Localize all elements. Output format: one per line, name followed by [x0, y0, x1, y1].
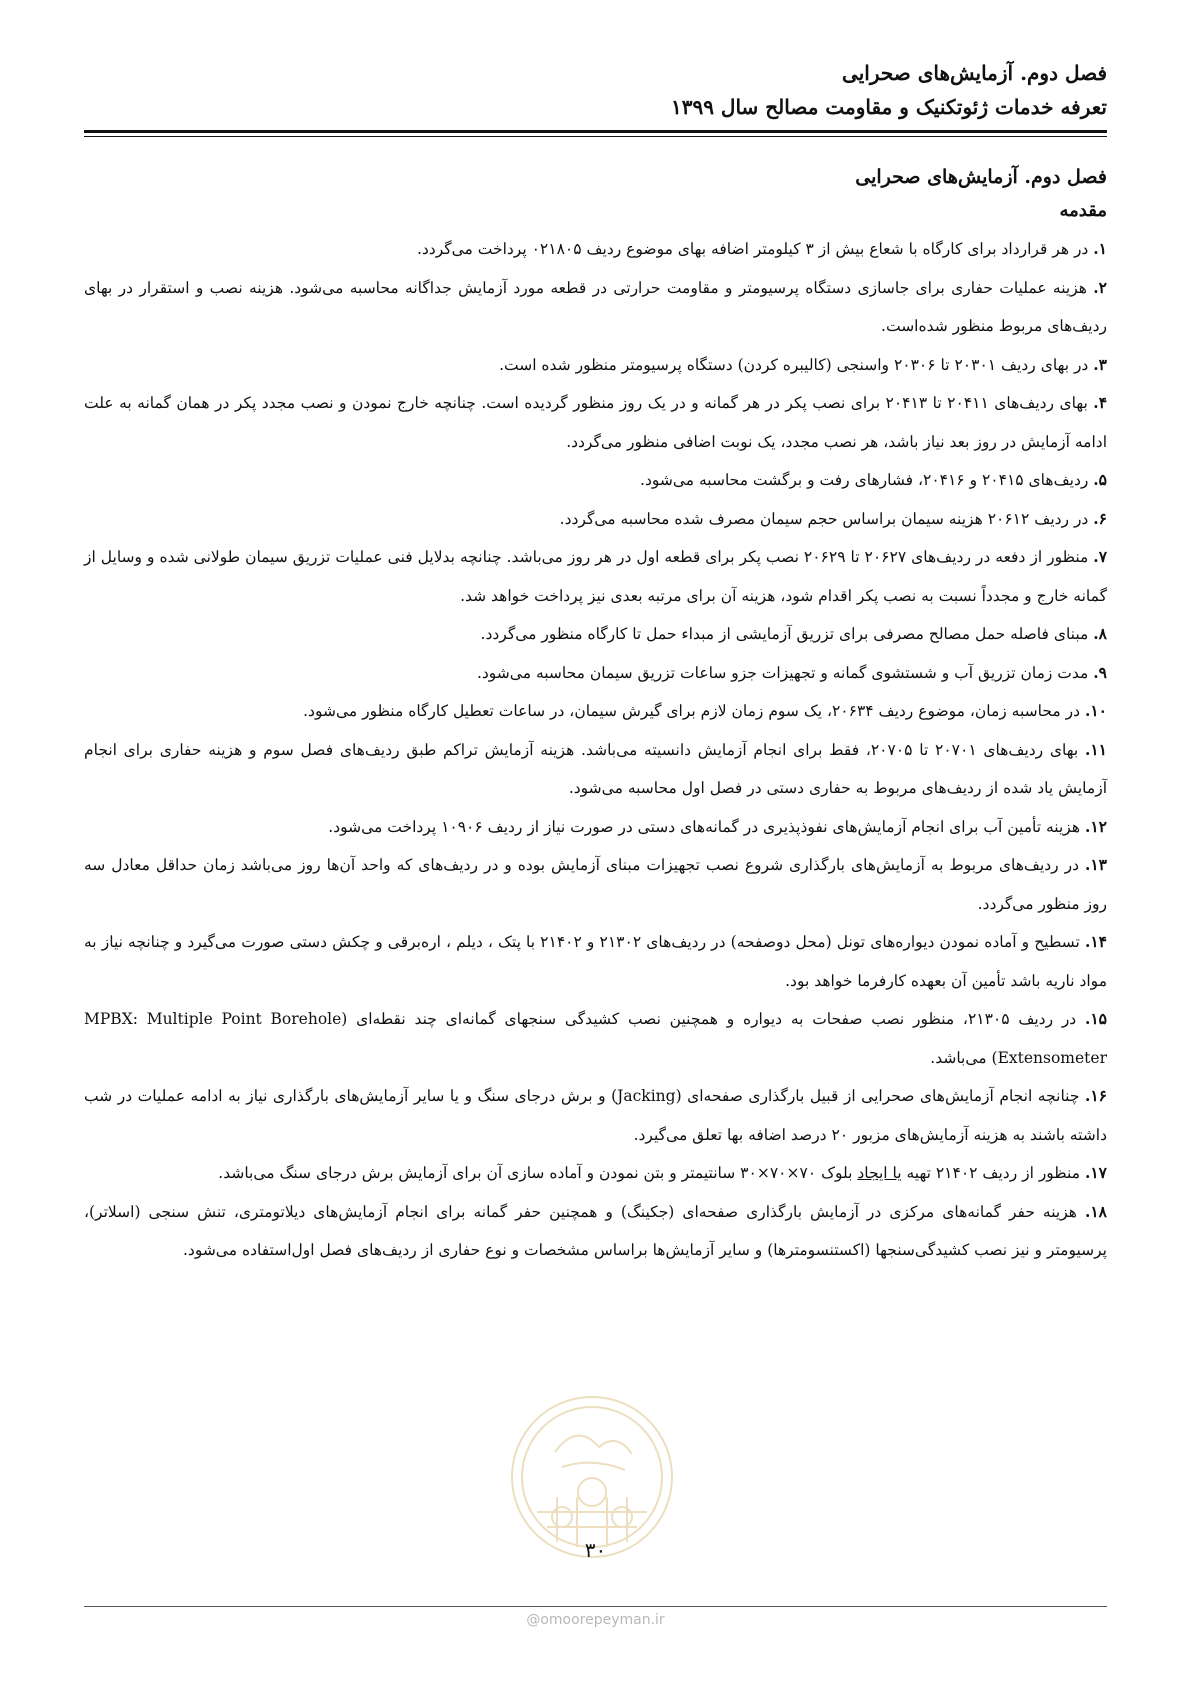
page-number: ۳۰	[584, 1538, 607, 1562]
item-text: هزینه عملیات حفاری برای جاسازی دستگاه پرسیومتر و مقاومت حرارتی در قطعه مورد آزمایش جداگانه محاسبه می‌شود. هزینه نصب و استقرار در بهای ردیف‌های مربوط منظور شده‌است.	[84, 278, 1107, 335]
list-item	[84, 346, 1107, 385]
header-rule-thin	[84, 136, 1107, 137]
section-title: مقدمه	[1059, 200, 1107, 221]
header-document-title: تعرفه خدمات ژئوتکنیک و مقاومت مصالح سال ۱۳۹۹	[670, 95, 1107, 119]
item-number: ۳.	[1093, 354, 1107, 374]
list-item	[84, 538, 1107, 615]
list-item	[84, 500, 1107, 539]
header-rule-thick	[84, 130, 1107, 133]
item-text: بلوک ۷۰×۷۰×۳۰ سانتیمتر و بتن نمودن و آماده سازی آن برای آزمایش برش درجای سنگ می‌باشد.	[218, 1164, 858, 1182]
item-number: ۱۰.	[1084, 701, 1107, 720]
item-text: منظور از دفعه در ردیف‌های ۲۰۶۲۷ تا ۲۰۶۲۹ نصب پکر برای قطعه اول در هر روز می‌باشد. چنانچه بدلایل فنی عملیات تزریق سیمان طولانی شده و وسایل از گمانه خارج و مجدداً نسبت به نصب پکر اقدام شود، هزینه آن برای مرتبه بعدی نیز پرداخت خواهد شد.	[84, 548, 1107, 605]
list-item	[84, 615, 1107, 654]
item-text: در محاسبه زمان، موضوع ردیف ۲۰۶۳۴، یک سوم زمان لازم برای گیرش سیمان، در ساعات تعطیل کارگاه منظور می‌شود.	[303, 702, 1085, 720]
chapter-title: فصل دوم. آزمایش‌های صحرایی	[855, 166, 1107, 188]
item-number: ۱.	[1093, 239, 1107, 258]
list-item	[84, 808, 1107, 847]
item-text: بهای ردیف‌های ۲۰۷۰۱ تا ۲۰۷۰۵، فقط برای انجام آزمایش دانسیته می‌باشد. هزینه آزمایش تراکم طبق ردیف‌های فصل سوم و هزینه حفاری برای انجام آزمایش یاد شده از ردیف‌های مربوط به حفاری دستی در فصل اول محاسبه می‌شود.	[84, 740, 1107, 797]
item-number: ۱۳.	[1084, 855, 1107, 874]
list-item	[84, 692, 1107, 731]
footer-website: @omoorepeyman.ir	[526, 1612, 665, 1628]
item-text: منظور از ردیف ۲۱۴۰۲ تهیه	[901, 1164, 1085, 1182]
item-text: بهای ردیف‌های ۲۰۴۱۱ تا ۲۰۴۱۳ برای نصب پکر در هر گمانه و در یک روز منظور گردیده است. چنانچه خارج نمودن و نصب مجدد پکر در همان گمانه به علت ادامه آزمایش در روز بعد نیاز باشد، هر نصب مجدد، یک نوبت اضافی منظور می‌گردد.	[84, 394, 1107, 451]
list-item	[84, 731, 1107, 808]
item-number: ۱۸.	[1084, 1201, 1107, 1221]
list-item	[84, 1077, 1107, 1154]
item-text: هزینه حفر گمانه‌های مرکزی در آزمایش بارگذاری صفحه‌ای (جکینگ) و همچنین حفر گمانه برای انجام آزمایش‌های دیلاتومتری، تنش سنجی (اسلاتر)، پرسیومتر و نیز نصب کشیدگی‌سنجها (اکستنسومترها) و سایر آزمایش‌ها براساس مشخصات و نوع حفاری از ردیف‌های فصل اول‌استفاده می‌شود.	[84, 1202, 1107, 1259]
list-item	[84, 230, 1107, 269]
item-text: چنانچه انجام آزمایش‌های صحرایی از قبیل بارگذاری صفحه‌ای (Jacking) و برش درجای سنگ و یا سایر آزمایش‌های بارگذاری نیاز به ادامه عملیات در شب داشته باشند به هزینه آزمایش‌های مزبور ۲۰ درصد اضافه بها تعلق می‌گیرد.	[84, 1087, 1107, 1144]
item-number: ۱۶.	[1084, 1086, 1107, 1105]
header-chapter-title: فصل دوم. آزمایش‌های صحرایی	[842, 61, 1107, 85]
omoorepeyman-seal-logo-icon	[507, 1392, 677, 1562]
footer-rule	[84, 1606, 1107, 1607]
item-text: مدت زمان تزریق آب و شستشوی گمانه و تجهیزات جزو ساعات تزریق سیمان محاسبه می‌شود.	[476, 663, 1094, 682]
item-text-underlined: یا ایجاد	[857, 1164, 902, 1182]
item-text: ردیف‌های ۲۰۴۱۵ و ۲۰۴۱۶، فشارهای رفت و برگشت محاسبه می‌شود.	[640, 471, 1094, 489]
item-number: ۸.	[1093, 624, 1107, 643]
item-text: تسطیح و آماده نمودن دیواره‌های تونل (محل دوصفحه) در ردیف‌های ۲۱۳۰۲ و ۲۱۴۰۲ با پتک ، دیلم ، اره‌برقی و چکش دستی صورت می‌گیرد و چنانچه نیاز به مواد ناریه باشد تأمین آن بعهده کارفرما خواهد بود.	[84, 933, 1107, 990]
item-number: ۱۵.	[1084, 1009, 1108, 1028]
page-header	[84, 56, 1107, 124]
list-item	[84, 1193, 1107, 1270]
item-text: در بهای ردیف ۲۰۳۰۱ تا ۲۰۳۰۶ واسنجی (کالیبره کردن) دستگاه پرسیومتر منظور شده است.	[499, 355, 1094, 374]
item-number: ۵.	[1093, 470, 1107, 489]
item-number: ۴.	[1093, 393, 1108, 412]
list-item	[84, 846, 1107, 923]
item-text: مبنای فاصله حمل مصالح مصرفی برای تزریق آزمایشی از مبداء حمل تا کارگاه منظور می‌گردد.	[480, 625, 1094, 643]
item-text: در ردیف ۲۰۶۱۲ هزینه سیمان براساس حجم سیمان مصرف شده محاسبه می‌گردد.	[559, 509, 1094, 528]
list-item	[84, 923, 1107, 1000]
list-item	[84, 654, 1107, 693]
list-item	[84, 384, 1107, 461]
list-item	[84, 1000, 1107, 1077]
list-item	[84, 269, 1107, 346]
item-number: ۶.	[1093, 508, 1107, 528]
item-number: ۱۴.	[1084, 932, 1107, 951]
list-item	[84, 1154, 1107, 1193]
page-content	[84, 160, 1107, 1270]
item-number: ۱۲.	[1084, 816, 1107, 836]
item-text: هزینه تأمین آب برای انجام آزمایش‌های نفوذپذیری در گمانه‌های دستی در صورت نیاز از ردیف ۱۰۹۰۶ پرداخت می‌شود.	[328, 817, 1085, 836]
item-number: ۱۷.	[1084, 1163, 1107, 1182]
item-number: ۲.	[1093, 277, 1107, 297]
item-number: ۹.	[1093, 662, 1107, 682]
list-item	[84, 461, 1107, 500]
item-text: در ردیف‌های مربوط به آزمایش‌های بارگذاری شروع نصب تجهیزات مبنای آزمایش بوده و در ردیف‌های که واحد آن‌ها روز می‌باشد زمان حداقل معادل سه روز منظور می‌گردد.	[84, 856, 1107, 913]
item-number: ۱۱.	[1084, 739, 1108, 759]
item-number: ۷.	[1093, 547, 1108, 566]
item-text: در هر قرارداد برای کارگاه با شعاع بیش از ۳ کیلومتر اضافه بهای موضوع ردیف ۰۲۱۸۰۵ پرداخت می‌گردد.	[416, 240, 1094, 258]
item-text: در ردیف ۲۱۳۰۵، منظور نصب صفحات به دیواره و همچنین نصب کشیدگی سنجهای گمانه‌ای چند نقطه‌ای (MPBX: Multiple Point Borehole Extensometer) می‌باشد.	[84, 1010, 1107, 1067]
